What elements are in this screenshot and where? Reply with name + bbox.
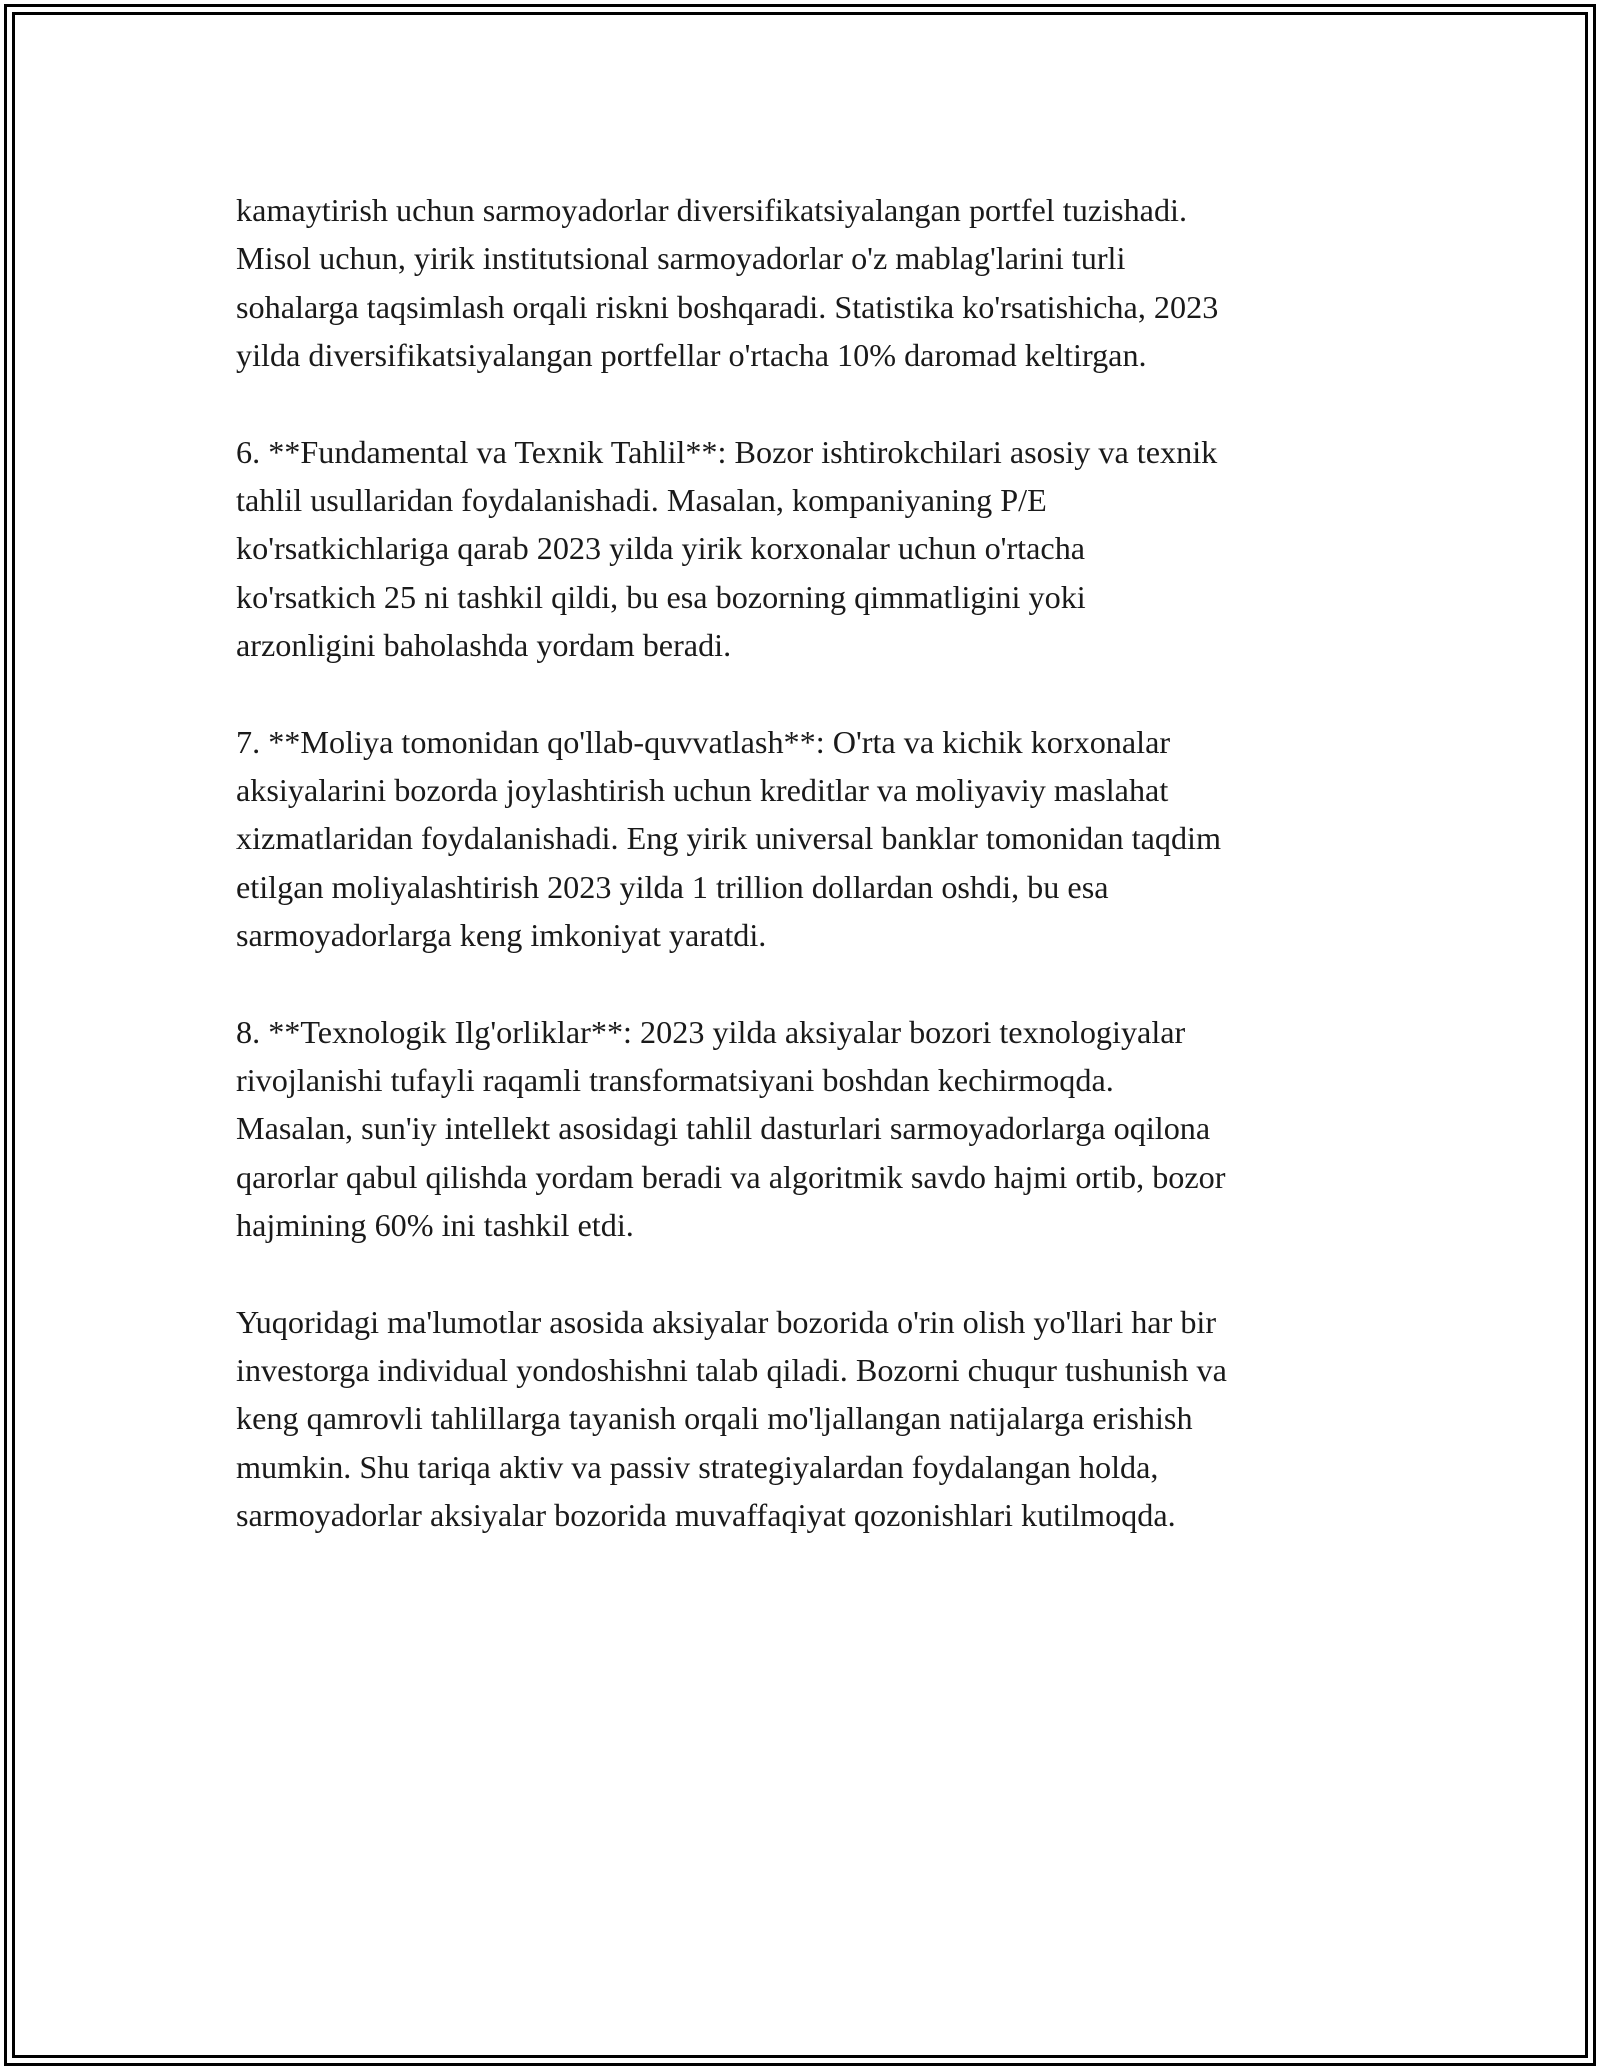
document-body: [236, 186, 1386, 1588]
paragraph-fundamental-technical-analysis: 6. **Fundamental va Texnik Tahlil**: Bozor ishtirokchilari asosiy va texnik tahlil usullaridan foydalanishadi. Masalan, kompaniyaning P/E ko'rsatkichlariga qarab 2023 yilda yirik korxonalar uchun o'rtacha ko'rsatkich 25 ni tashkil qildi, bu esa bozorning qimmatligini yoki arzonligini baholashda yordam beradi.: [236, 433, 1218, 663]
paragraph-conclusion: Yuqoridagi ma'lumotlar asosida aksiyalar bozorida o'rin olish yo'llari har bir investorga individual yondoshishni talab qiladi. Bozorni chuqur tushunish va keng qamrovli tahlillarga tayanish orqali mo'ljallangan natijalarga erishish mumkin. Shu tariqa aktiv va passiv strategiyalardan foydalangan holda, sarmoyadorlar aksiyalar bozorida muvaffaqiyat qozonishlari kutilmoqda.: [236, 1303, 1227, 1533]
paragraph-technological-advances: 8. **Texnologik Ilg'orliklar**: 2023 yilda aksiyalar bozori texnologiyalar rivojlanishi tufayli raqamli transformatsiyani boshdan kechirmoqda. Masalan, sun'iy intellekt asosidagi tahlil dasturlari sarmoyadorlarga oqilona qarorlar qabul qilishda yordam beradi va algoritmik savdo hajmi ortib, bozor hajmining 60% ini tashkil etdi.: [236, 1013, 1226, 1243]
paragraph-financial-support: 7. **Moliya tomonidan qo'llab-quvvatlash**: O'rta va kichik korxonalar aksiyalarini bozorda joylashtirish uchun kreditlar va moliyaviy maslahat xizmatlaridan foydalanishadi. Eng yirik universal banklar tomonidan taqdim etilgan moliyalashtirish 2023 yilda 1 trillion dollardan oshdi, bu esa sarmoyadorlarga keng imkoniyat yaratdi.: [236, 723, 1222, 953]
paragraph-diversification: kamaytirish uchun sarmoyadorlar diversifikatsiyalangan portfel tuzishadi. Misol uchun, yirik institutsional sarmoyadorlar o'z mablag'larini turli sohalarga taqsimlash orqali riskni boshqaradi. Statistika ko'rsatishicha, 2023 yilda diversifikatsiyalangan portfellar o'rtacha 10% daromad keltirgan.: [236, 192, 1219, 373]
